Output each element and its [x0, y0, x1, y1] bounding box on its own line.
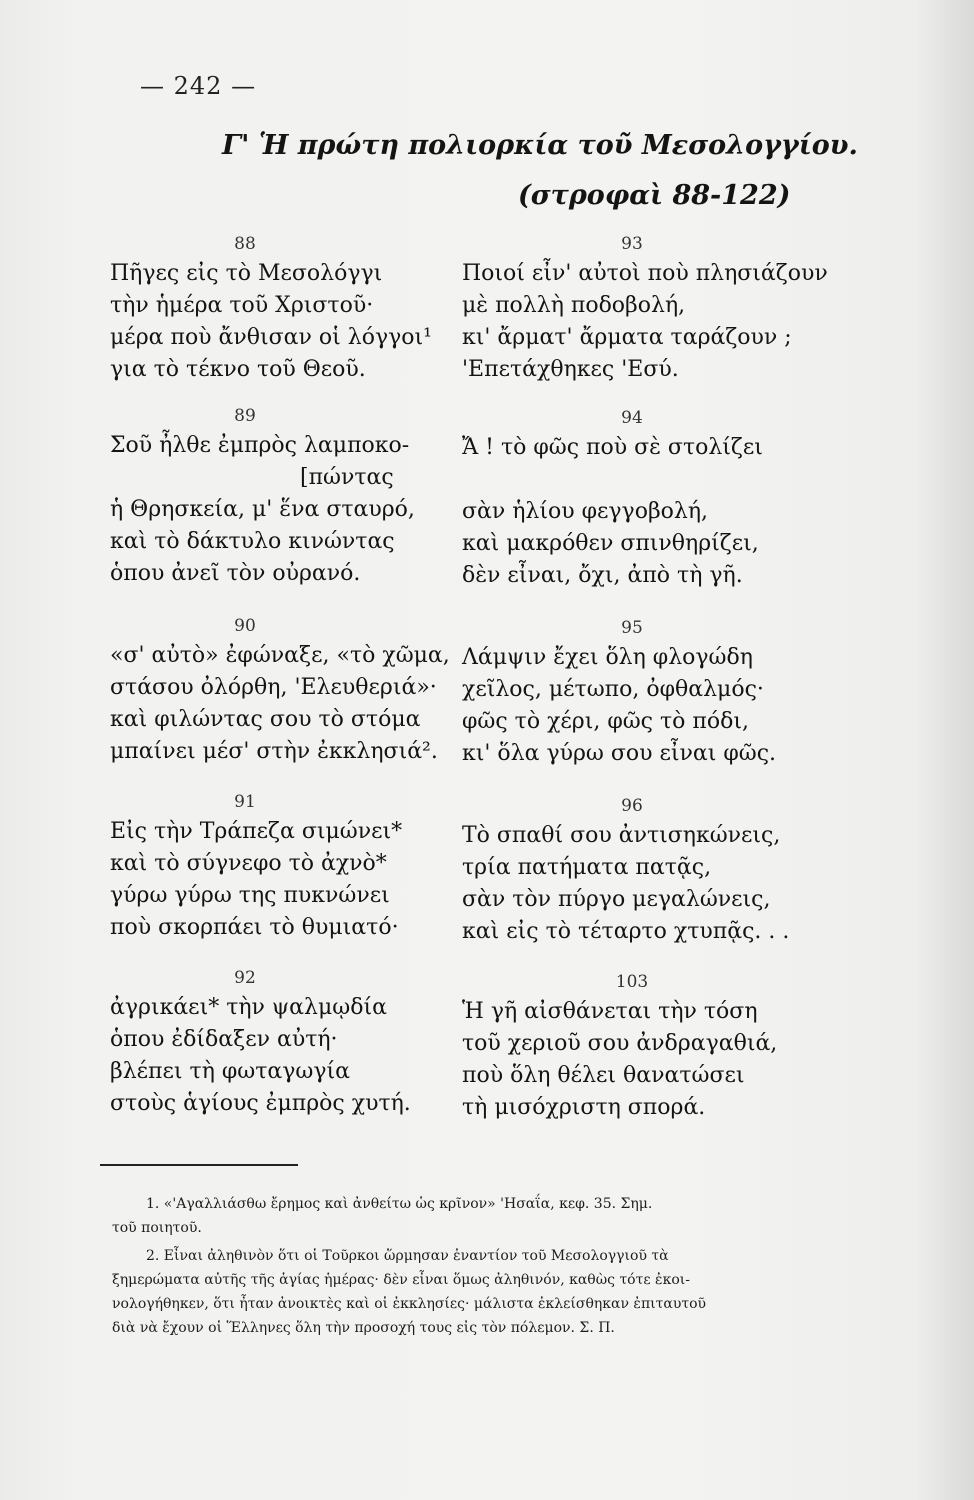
- page-number: — 242 —: [140, 72, 257, 100]
- stanza-95: [462, 614, 842, 770]
- verse-line: καὶ τὸ σύγνεφο τὸ ἀχνὸ*: [110, 851, 387, 876]
- verse-line-continuation: [πώντας: [300, 465, 394, 490]
- verse-line: δὲν εἶναι, ὄχι, ἀπὸ τὴ γῆ.: [462, 563, 743, 588]
- section-subtitle: (στροφαὶ 88-122): [518, 180, 791, 211]
- verse-line: ἀγρικάει* τὴν ψαλμῳδία: [110, 995, 387, 1020]
- verse-line: Ἡ γῆ αἰσθάνεται τὴν τόση: [462, 999, 758, 1024]
- verse-line: ποὺ ὅλη θέλει θανατώσει: [462, 1063, 745, 1088]
- verse-line: Λάμψιν ἔχει ὅλη φλογώδη: [462, 645, 753, 670]
- verse-line: Πῆγες εἰς τὸ Μεσολόγγι: [110, 261, 383, 286]
- stanza-number: 103: [615, 972, 649, 992]
- stanza-number: 95: [621, 618, 643, 638]
- verse-line: μπαίνει μέσ' στὴν ἐκκλησιά².: [110, 739, 438, 764]
- verse-line: σὰν τὸν πύργο μεγαλώνεις,: [462, 887, 771, 912]
- verse-line: Εἰς τὴν Τράπεζα σιμώνει*: [110, 819, 403, 844]
- verse-line: για τὸ τέκνο τοῦ Θεοῦ.: [110, 357, 366, 382]
- stanza-92: [110, 964, 450, 1120]
- verse-line: στάσου ὀλόρθη, 'Ελευθεριά»·: [110, 675, 437, 700]
- verse-line: καὶ φιλώντας σου τὸ στόμα: [110, 707, 421, 732]
- stanza-number: 88: [234, 234, 256, 254]
- verse-line: ποὺ σκορπάει τὸ θυμιατό·: [110, 915, 399, 940]
- stanza-93: [462, 230, 842, 386]
- verse-line: κι' ἄρματ' ἄρματα ταράζουν ;: [462, 325, 792, 350]
- verse-line: ὁπου ἐδίδαξεν αὐτή·: [110, 1027, 338, 1052]
- stanza-number: 91: [234, 792, 256, 812]
- stanza-88: [110, 230, 450, 386]
- verse-line: κι' ὅλα γύρω σου εἶναι φῶς.: [462, 741, 777, 766]
- verse-line: Τὸ σπαθί σου ἀντισηκώνεις,: [462, 823, 781, 848]
- footnote-1: [112, 1192, 832, 1240]
- verse-line: καὶ εἰς τὸ τέταρτο χτυπᾷς. . .: [462, 919, 790, 944]
- verse-line: τὴν ἡμέρα τοῦ Χριστοῦ·: [110, 293, 374, 318]
- verse-line: τρία πατήματα πατᾷς,: [462, 855, 712, 880]
- stanza-number: 89: [234, 406, 256, 426]
- stanza-90: [110, 612, 450, 768]
- footnote-line: τοῦ ποιητοῦ.: [112, 1220, 202, 1236]
- verse-line: Σοῦ ἦλθε ἐμπρὸς λαμποκο-: [110, 433, 410, 458]
- verse-line: φῶς τὸ χέρι, φῶς τὸ πόδι,: [462, 709, 749, 734]
- footnote-line: διὰ νὰ ἔχουν οἱ Ἕλληνες ὅλη τὴν προσοχή τους εἰς τὸν πόλεμον. Σ. Π.: [112, 1320, 615, 1336]
- stanza-91: [110, 788, 450, 944]
- verse-line: τὴ μισόχριστη σπορά.: [462, 1095, 706, 1120]
- stanza-number: 96: [621, 796, 643, 816]
- stanza-number: 93: [621, 234, 643, 254]
- verse-line: ἡ Θρησκεία, μ' ἕνα σταυρό,: [110, 497, 415, 522]
- stanza-number: 92: [234, 968, 256, 988]
- footnote-2: [112, 1244, 832, 1340]
- verse-line: καὶ μακρόθεν σπινθηρίζει,: [462, 531, 759, 556]
- section-title: Γ' Ἡ πρώτη πολιορκία τοῦ Μεσολογγίου.: [222, 130, 858, 161]
- verse-line: «σ' αὐτὸ» ἐφώναξε, «τὸ χῶμα,: [110, 643, 450, 668]
- verse-line: καὶ τὸ δάκτυλο κινώντας: [110, 529, 395, 554]
- stanza-103: [462, 968, 842, 1124]
- stanza-89: [110, 402, 450, 590]
- footnote-line: νολογήθηκεν, ὅτι ἦταν ἀνοικτὲς καὶ οἱ ἐκκλησίες· μάλιστα ἐκλείσθηκαν ἐπιταυτοῦ: [112, 1296, 707, 1312]
- stanza-96: [462, 792, 842, 948]
- verse-line: τοῦ χεριοῦ σου ἀνδραγαθιά,: [462, 1031, 778, 1056]
- footnote-separator: [100, 1164, 298, 1166]
- verse-line: χεῖλος, μέτωπο, ὀφθαλμός·: [462, 677, 764, 702]
- verse-line: Ποιοί εἶν' αὐτοὶ ποὺ πλησιάζουν: [462, 261, 828, 286]
- verse-line: μὲ πολλὴ ποδοβολή,: [462, 293, 686, 318]
- verse-line: μέρα ποὺ ἄνθισαν οἱ λόγγοι¹: [110, 325, 432, 350]
- stanza-number: 94: [621, 408, 643, 428]
- verse-line: στοὺς ἁγίους ἐμπρὸς χυτή.: [110, 1091, 411, 1116]
- footnote-line: ξημερώματα αὐτῆς τῆς ἁγίας ἡμέρας· δὲν εἶναι ὅμως ἀληθινόν, καθὼς τότε ἐκοι-: [112, 1272, 690, 1288]
- verse-line: σὰν ἡλίου φεγγοβολή,: [462, 499, 709, 524]
- footnote-line: 1. «'Αγαλλιάσθω ἔρημος καὶ ἀνθείτω ὡς κρῖνον» 'Ησαΐα, κεφ. 35. Σημ.: [146, 1196, 653, 1212]
- footnote-line: 2. Εἶναι ἀληθινὸν ὅτι οἱ Τοῦρκοι ὥρμησαν ἐναντίον τοῦ Μεσολογγιοῦ τὰ: [146, 1248, 669, 1264]
- verse-line: ὁπου ἀνεῖ τὸν οὐρανό.: [110, 561, 361, 586]
- stanza-94: [462, 404, 842, 592]
- verse-line: 'Επετάχθηκες 'Εσύ.: [462, 357, 679, 382]
- verse-line: γύρω γύρω της πυκνώνει: [110, 883, 390, 908]
- verse-line: βλέπει τὴ φωταγωγία: [110, 1059, 350, 1084]
- stanza-number: 90: [234, 616, 256, 636]
- verse-line: Ἄ ! τὸ φῶς ποὺ σὲ στολίζει: [462, 435, 763, 460]
